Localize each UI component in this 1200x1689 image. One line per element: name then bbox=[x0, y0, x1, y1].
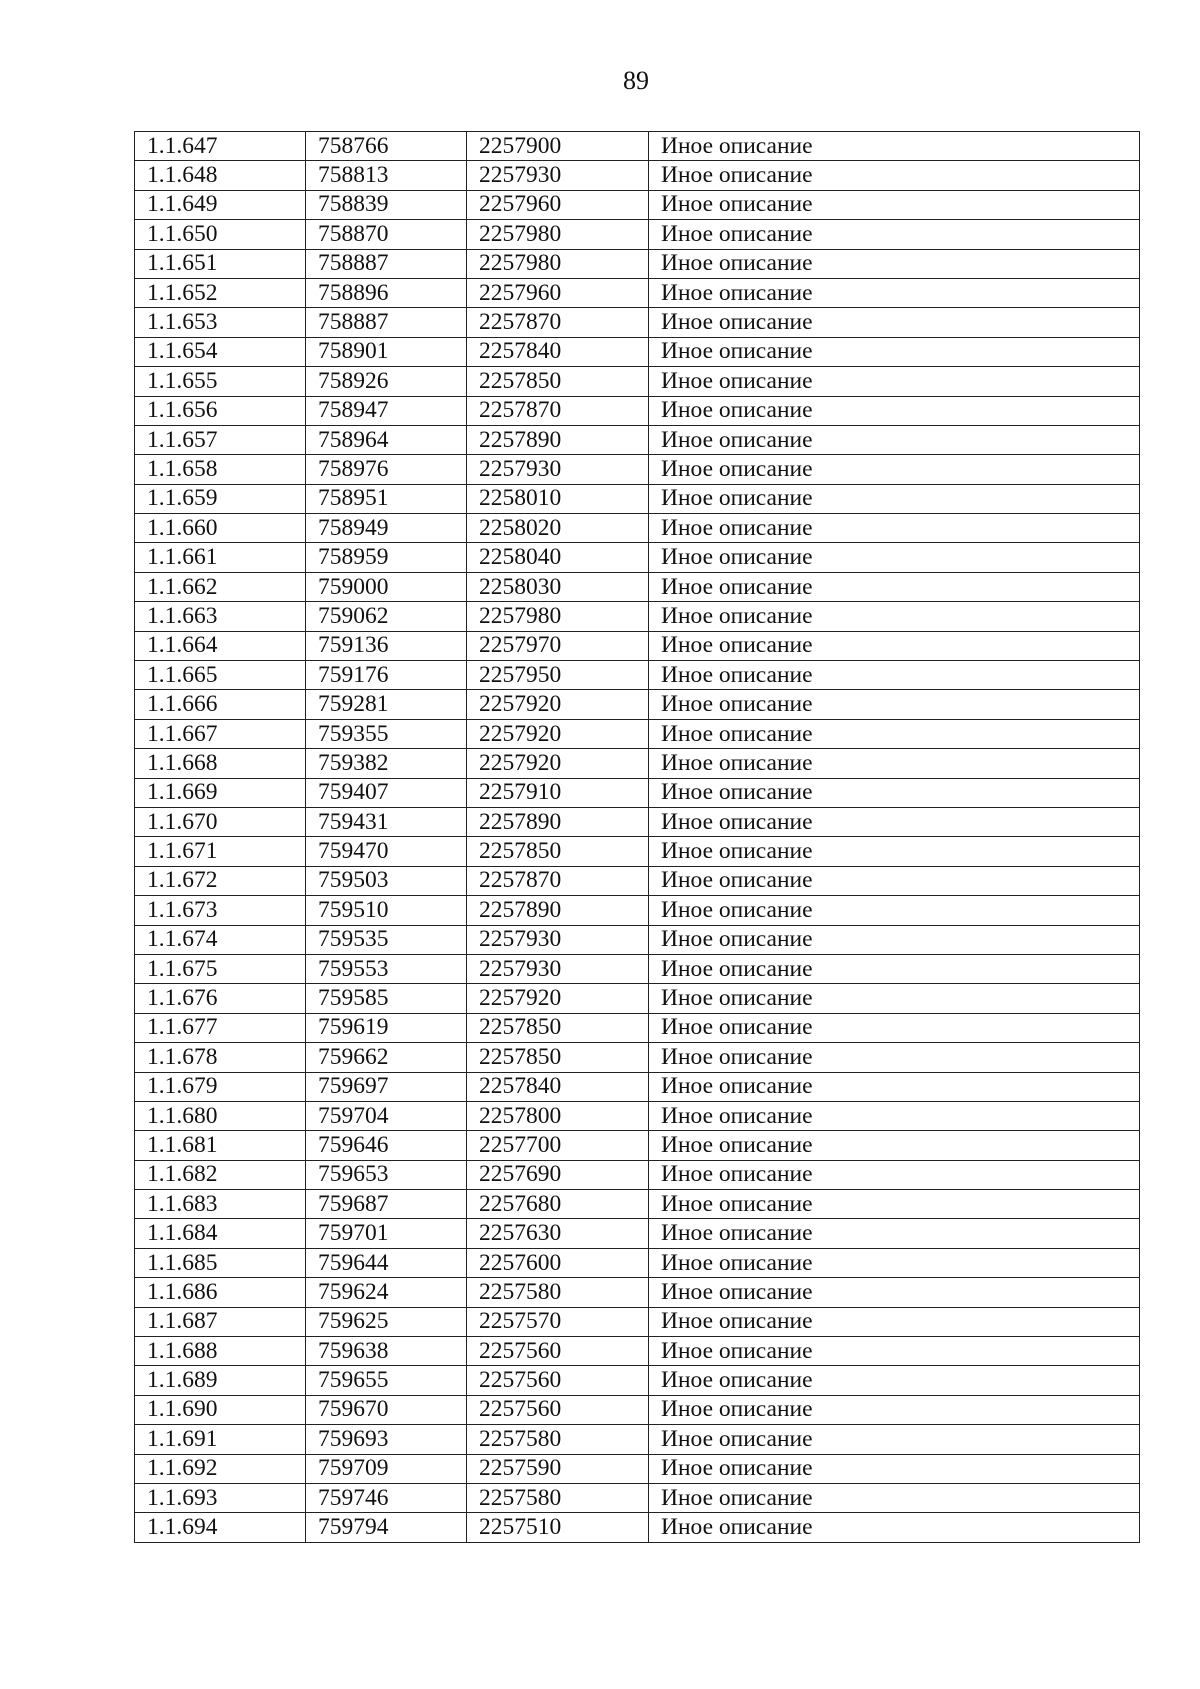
x-coordinate-cell: 759653 bbox=[306, 1160, 467, 1189]
y-coordinate-cell: 2257690 bbox=[467, 1160, 649, 1189]
table-row bbox=[135, 425, 1140, 454]
table-row bbox=[135, 1483, 1140, 1512]
point-number-cell: 1.1.654 bbox=[135, 337, 306, 366]
x-coordinate-cell: 759625 bbox=[306, 1307, 467, 1336]
point-number-cell: 1.1.661 bbox=[135, 543, 306, 572]
x-coordinate-cell: 758870 bbox=[306, 220, 467, 249]
x-coordinate-cell: 759553 bbox=[306, 954, 467, 983]
x-coordinate-cell: 759176 bbox=[306, 661, 467, 690]
description-cell: Иное описание bbox=[649, 661, 1140, 690]
y-coordinate-cell: 2257840 bbox=[467, 337, 649, 366]
point-number-cell: 1.1.693 bbox=[135, 1483, 306, 1512]
point-number-cell: 1.1.647 bbox=[135, 132, 306, 161]
table-row bbox=[135, 749, 1140, 778]
table-row bbox=[135, 1454, 1140, 1483]
point-number-cell: 1.1.690 bbox=[135, 1395, 306, 1424]
y-coordinate-cell: 2257980 bbox=[467, 249, 649, 278]
point-number-cell: 1.1.687 bbox=[135, 1307, 306, 1336]
x-coordinate-cell: 758949 bbox=[306, 514, 467, 543]
table-row bbox=[135, 1366, 1140, 1395]
y-coordinate-cell: 2257920 bbox=[467, 690, 649, 719]
table-row bbox=[135, 572, 1140, 601]
y-coordinate-cell: 2257700 bbox=[467, 1131, 649, 1160]
x-coordinate-cell: 758926 bbox=[306, 367, 467, 396]
y-coordinate-cell: 2257980 bbox=[467, 602, 649, 631]
x-coordinate-cell: 759693 bbox=[306, 1425, 467, 1454]
point-number-cell: 1.1.662 bbox=[135, 572, 306, 601]
y-coordinate-cell: 2257870 bbox=[467, 866, 649, 895]
point-number-cell: 1.1.667 bbox=[135, 719, 306, 748]
table-row bbox=[135, 190, 1140, 219]
point-number-cell: 1.1.666 bbox=[135, 690, 306, 719]
table-row bbox=[135, 1101, 1140, 1130]
table-row bbox=[135, 1337, 1140, 1366]
table-row bbox=[135, 367, 1140, 396]
description-cell: Иное описание bbox=[649, 308, 1140, 337]
table-row bbox=[135, 896, 1140, 925]
description-cell: Иное описание bbox=[649, 1513, 1140, 1542]
point-number-cell: 1.1.670 bbox=[135, 807, 306, 836]
x-coordinate-cell: 759638 bbox=[306, 1337, 467, 1366]
table-row bbox=[135, 778, 1140, 807]
description-cell: Иное описание bbox=[649, 1072, 1140, 1101]
x-coordinate-cell: 759062 bbox=[306, 602, 467, 631]
x-coordinate-cell: 759697 bbox=[306, 1072, 467, 1101]
x-coordinate-cell: 758901 bbox=[306, 337, 467, 366]
x-coordinate-cell: 759794 bbox=[306, 1513, 467, 1542]
description-cell: Иное описание bbox=[649, 1337, 1140, 1366]
description-cell: Иное описание bbox=[649, 1366, 1140, 1395]
point-number-cell: 1.1.678 bbox=[135, 1043, 306, 1072]
y-coordinate-cell: 2257970 bbox=[467, 631, 649, 660]
table-row bbox=[135, 1190, 1140, 1219]
table-row bbox=[135, 220, 1140, 249]
description-cell: Иное описание bbox=[649, 1307, 1140, 1336]
table-row bbox=[135, 455, 1140, 484]
description-cell: Иное описание bbox=[649, 249, 1140, 278]
y-coordinate-cell: 2257930 bbox=[467, 455, 649, 484]
y-coordinate-cell: 2257920 bbox=[467, 749, 649, 778]
point-number-cell: 1.1.656 bbox=[135, 396, 306, 425]
y-coordinate-cell: 2257510 bbox=[467, 1513, 649, 1542]
point-number-cell: 1.1.683 bbox=[135, 1190, 306, 1219]
x-coordinate-cell: 759746 bbox=[306, 1483, 467, 1512]
y-coordinate-cell: 2257560 bbox=[467, 1337, 649, 1366]
description-cell: Иное описание bbox=[649, 954, 1140, 983]
description-cell: Иное описание bbox=[649, 514, 1140, 543]
description-cell: Иное описание bbox=[649, 367, 1140, 396]
description-cell: Иное описание bbox=[649, 1013, 1140, 1042]
point-number-cell: 1.1.676 bbox=[135, 984, 306, 1013]
x-coordinate-cell: 758766 bbox=[306, 132, 467, 161]
y-coordinate-cell: 2257570 bbox=[467, 1307, 649, 1336]
y-coordinate-cell: 2257850 bbox=[467, 1013, 649, 1042]
description-cell: Иное описание bbox=[649, 1043, 1140, 1072]
table-row bbox=[135, 925, 1140, 954]
y-coordinate-cell: 2257580 bbox=[467, 1278, 649, 1307]
table-row bbox=[135, 954, 1140, 983]
y-coordinate-cell: 2257890 bbox=[467, 807, 649, 836]
table-row bbox=[135, 866, 1140, 895]
x-coordinate-cell: 759585 bbox=[306, 984, 467, 1013]
point-number-cell: 1.1.682 bbox=[135, 1160, 306, 1189]
x-coordinate-cell: 759382 bbox=[306, 749, 467, 778]
x-coordinate-cell: 759000 bbox=[306, 572, 467, 601]
description-cell: Иное описание bbox=[649, 337, 1140, 366]
x-coordinate-cell: 758813 bbox=[306, 161, 467, 190]
x-coordinate-cell: 759644 bbox=[306, 1248, 467, 1277]
y-coordinate-cell: 2257600 bbox=[467, 1248, 649, 1277]
description-cell: Иное описание bbox=[649, 1160, 1140, 1189]
description-cell: Иное описание bbox=[649, 837, 1140, 866]
point-number-cell: 1.1.653 bbox=[135, 308, 306, 337]
table-row bbox=[135, 1131, 1140, 1160]
y-coordinate-cell: 2258020 bbox=[467, 514, 649, 543]
point-number-cell: 1.1.688 bbox=[135, 1337, 306, 1366]
x-coordinate-cell: 759662 bbox=[306, 1043, 467, 1072]
table-row bbox=[135, 1513, 1140, 1542]
x-coordinate-cell: 759431 bbox=[306, 807, 467, 836]
description-cell: Иное описание bbox=[649, 572, 1140, 601]
table-row bbox=[135, 1248, 1140, 1277]
description-cell: Иное описание bbox=[649, 1483, 1140, 1512]
y-coordinate-cell: 2257870 bbox=[467, 308, 649, 337]
point-number-cell: 1.1.650 bbox=[135, 220, 306, 249]
point-number-cell: 1.1.665 bbox=[135, 661, 306, 690]
x-coordinate-cell: 759619 bbox=[306, 1013, 467, 1042]
description-cell: Иное описание bbox=[649, 132, 1140, 161]
point-number-cell: 1.1.649 bbox=[135, 190, 306, 219]
x-coordinate-cell: 759281 bbox=[306, 690, 467, 719]
description-cell: Иное описание bbox=[649, 778, 1140, 807]
y-coordinate-cell: 2258040 bbox=[467, 543, 649, 572]
table-row bbox=[135, 484, 1140, 513]
y-coordinate-cell: 2257890 bbox=[467, 425, 649, 454]
x-coordinate-cell: 758959 bbox=[306, 543, 467, 572]
point-number-cell: 1.1.663 bbox=[135, 602, 306, 631]
coordinates-table bbox=[134, 131, 1140, 1543]
description-cell: Иное описание bbox=[649, 749, 1140, 778]
y-coordinate-cell: 2257920 bbox=[467, 984, 649, 1013]
x-coordinate-cell: 759535 bbox=[306, 925, 467, 954]
point-number-cell: 1.1.686 bbox=[135, 1278, 306, 1307]
table-row bbox=[135, 514, 1140, 543]
point-number-cell: 1.1.651 bbox=[135, 249, 306, 278]
table-row bbox=[135, 337, 1140, 366]
x-coordinate-cell: 758887 bbox=[306, 308, 467, 337]
table-row bbox=[135, 1307, 1140, 1336]
table-row bbox=[135, 1013, 1140, 1042]
point-number-cell: 1.1.691 bbox=[135, 1425, 306, 1454]
table-row bbox=[135, 837, 1140, 866]
y-coordinate-cell: 2257630 bbox=[467, 1219, 649, 1248]
point-number-cell: 1.1.673 bbox=[135, 896, 306, 925]
x-coordinate-cell: 758896 bbox=[306, 278, 467, 307]
description-cell: Иное описание bbox=[649, 866, 1140, 895]
table-row bbox=[135, 602, 1140, 631]
table-row bbox=[135, 1425, 1140, 1454]
x-coordinate-cell: 758887 bbox=[306, 249, 467, 278]
y-coordinate-cell: 2258010 bbox=[467, 484, 649, 513]
y-coordinate-cell: 2257930 bbox=[467, 954, 649, 983]
description-cell: Иное описание bbox=[649, 1425, 1140, 1454]
point-number-cell: 1.1.680 bbox=[135, 1101, 306, 1130]
point-number-cell: 1.1.671 bbox=[135, 837, 306, 866]
point-number-cell: 1.1.675 bbox=[135, 954, 306, 983]
table-row bbox=[135, 661, 1140, 690]
description-cell: Иное описание bbox=[649, 631, 1140, 660]
point-number-cell: 1.1.674 bbox=[135, 925, 306, 954]
description-cell: Иное описание bbox=[649, 719, 1140, 748]
x-coordinate-cell: 759670 bbox=[306, 1395, 467, 1424]
x-coordinate-cell: 759687 bbox=[306, 1190, 467, 1219]
y-coordinate-cell: 2257580 bbox=[467, 1483, 649, 1512]
y-coordinate-cell: 2257890 bbox=[467, 896, 649, 925]
point-number-cell: 1.1.668 bbox=[135, 749, 306, 778]
y-coordinate-cell: 2257930 bbox=[467, 925, 649, 954]
description-cell: Иное описание bbox=[649, 543, 1140, 572]
description-cell: Иное описание bbox=[649, 484, 1140, 513]
x-coordinate-cell: 759701 bbox=[306, 1219, 467, 1248]
y-coordinate-cell: 2258030 bbox=[467, 572, 649, 601]
y-coordinate-cell: 2257870 bbox=[467, 396, 649, 425]
description-cell: Иное описание bbox=[649, 220, 1140, 249]
table-row bbox=[135, 1219, 1140, 1248]
point-number-cell: 1.1.655 bbox=[135, 367, 306, 396]
x-coordinate-cell: 758964 bbox=[306, 425, 467, 454]
point-number-cell: 1.1.692 bbox=[135, 1454, 306, 1483]
point-number-cell: 1.1.664 bbox=[135, 631, 306, 660]
y-coordinate-cell: 2257800 bbox=[467, 1101, 649, 1130]
description-cell: Иное описание bbox=[649, 1395, 1140, 1424]
table-row bbox=[135, 807, 1140, 836]
description-cell: Иное описание bbox=[649, 1101, 1140, 1130]
table-row bbox=[135, 1160, 1140, 1189]
table-row bbox=[135, 132, 1140, 161]
x-coordinate-cell: 759136 bbox=[306, 631, 467, 660]
description-cell: Иное описание bbox=[649, 190, 1140, 219]
table-row bbox=[135, 631, 1140, 660]
point-number-cell: 1.1.681 bbox=[135, 1131, 306, 1160]
y-coordinate-cell: 2257850 bbox=[467, 1043, 649, 1072]
y-coordinate-cell: 2257900 bbox=[467, 132, 649, 161]
table-row bbox=[135, 308, 1140, 337]
y-coordinate-cell: 2257960 bbox=[467, 278, 649, 307]
point-number-cell: 1.1.679 bbox=[135, 1072, 306, 1101]
y-coordinate-cell: 2257590 bbox=[467, 1454, 649, 1483]
table-row bbox=[135, 1043, 1140, 1072]
point-number-cell: 1.1.689 bbox=[135, 1366, 306, 1395]
y-coordinate-cell: 2257560 bbox=[467, 1366, 649, 1395]
x-coordinate-cell: 759709 bbox=[306, 1454, 467, 1483]
y-coordinate-cell: 2257850 bbox=[467, 837, 649, 866]
page-number: 89 bbox=[623, 66, 649, 95]
point-number-cell: 1.1.694 bbox=[135, 1513, 306, 1542]
description-cell: Иное описание bbox=[649, 1248, 1140, 1277]
y-coordinate-cell: 2257980 bbox=[467, 220, 649, 249]
x-coordinate-cell: 758947 bbox=[306, 396, 467, 425]
table-row bbox=[135, 249, 1140, 278]
y-coordinate-cell: 2257910 bbox=[467, 778, 649, 807]
description-cell: Иное описание bbox=[649, 396, 1140, 425]
point-number-cell: 1.1.685 bbox=[135, 1248, 306, 1277]
table-row bbox=[135, 278, 1140, 307]
point-number-cell: 1.1.659 bbox=[135, 484, 306, 513]
x-coordinate-cell: 759624 bbox=[306, 1278, 467, 1307]
x-coordinate-cell: 759503 bbox=[306, 866, 467, 895]
coordinates-table-body bbox=[135, 132, 1140, 1543]
description-cell: Иное описание bbox=[649, 455, 1140, 484]
description-cell: Иное описание bbox=[649, 984, 1140, 1013]
point-number-cell: 1.1.684 bbox=[135, 1219, 306, 1248]
description-cell: Иное описание bbox=[649, 161, 1140, 190]
point-number-cell: 1.1.672 bbox=[135, 866, 306, 895]
y-coordinate-cell: 2257580 bbox=[467, 1425, 649, 1454]
x-coordinate-cell: 759646 bbox=[306, 1131, 467, 1160]
table-row bbox=[135, 719, 1140, 748]
description-cell: Иное описание bbox=[649, 690, 1140, 719]
description-cell: Иное описание bbox=[649, 1131, 1140, 1160]
y-coordinate-cell: 2257960 bbox=[467, 190, 649, 219]
point-number-cell: 1.1.657 bbox=[135, 425, 306, 454]
point-number-cell: 1.1.669 bbox=[135, 778, 306, 807]
y-coordinate-cell: 2257930 bbox=[467, 161, 649, 190]
point-number-cell: 1.1.658 bbox=[135, 455, 306, 484]
description-cell: Иное описание bbox=[649, 602, 1140, 631]
description-cell: Иное описание bbox=[649, 925, 1140, 954]
point-number-cell: 1.1.677 bbox=[135, 1013, 306, 1042]
table-row bbox=[135, 543, 1140, 572]
x-coordinate-cell: 758976 bbox=[306, 455, 467, 484]
x-coordinate-cell: 759407 bbox=[306, 778, 467, 807]
description-cell: Иное описание bbox=[649, 807, 1140, 836]
y-coordinate-cell: 2257560 bbox=[467, 1395, 649, 1424]
description-cell: Иное описание bbox=[649, 1219, 1140, 1248]
y-coordinate-cell: 2257850 bbox=[467, 367, 649, 396]
y-coordinate-cell: 2257680 bbox=[467, 1190, 649, 1219]
point-number-cell: 1.1.660 bbox=[135, 514, 306, 543]
table-row bbox=[135, 1395, 1140, 1424]
table-row bbox=[135, 1072, 1140, 1101]
description-cell: Иное описание bbox=[649, 425, 1140, 454]
x-coordinate-cell: 758839 bbox=[306, 190, 467, 219]
table-row bbox=[135, 161, 1140, 190]
description-cell: Иное описание bbox=[649, 278, 1140, 307]
point-number-cell: 1.1.652 bbox=[135, 278, 306, 307]
description-cell: Иное описание bbox=[649, 1190, 1140, 1219]
y-coordinate-cell: 2257950 bbox=[467, 661, 649, 690]
table-row bbox=[135, 396, 1140, 425]
x-coordinate-cell: 759470 bbox=[306, 837, 467, 866]
x-coordinate-cell: 758951 bbox=[306, 484, 467, 513]
description-cell: Иное описание bbox=[649, 1454, 1140, 1483]
x-coordinate-cell: 759510 bbox=[306, 896, 467, 925]
y-coordinate-cell: 2257840 bbox=[467, 1072, 649, 1101]
description-cell: Иное описание bbox=[649, 896, 1140, 925]
x-coordinate-cell: 759655 bbox=[306, 1366, 467, 1395]
table-row bbox=[135, 1278, 1140, 1307]
point-number-cell: 1.1.648 bbox=[135, 161, 306, 190]
y-coordinate-cell: 2257920 bbox=[467, 719, 649, 748]
x-coordinate-cell: 759704 bbox=[306, 1101, 467, 1130]
x-coordinate-cell: 759355 bbox=[306, 719, 467, 748]
description-cell: Иное описание bbox=[649, 1278, 1140, 1307]
table-row bbox=[135, 690, 1140, 719]
table-row bbox=[135, 984, 1140, 1013]
